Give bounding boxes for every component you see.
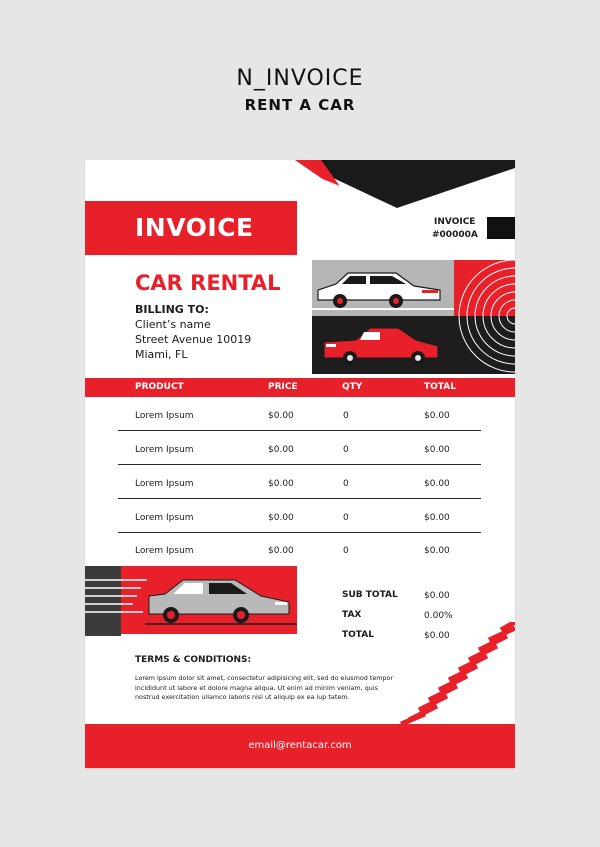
- bottom-car-illustration: [85, 566, 297, 636]
- cell-qty: 0: [343, 479, 349, 489]
- page-title: N_INVOICE: [236, 66, 364, 91]
- cell-total: $0.00: [424, 411, 450, 421]
- total-value: $0.00: [424, 631, 450, 641]
- cell-qty: 0: [343, 411, 349, 421]
- invoice-document: [85, 160, 515, 768]
- footer-email: email@rentacar.com: [248, 740, 352, 751]
- invoice-number-label: INVOICE: [434, 217, 476, 227]
- cell-product: Lorem Ipsum: [135, 479, 194, 489]
- terms-line: incididunt ut labore et dolore magna aliqua. Ut enim ad minim veniam, quis: [135, 683, 378, 692]
- cars-illustration: [312, 260, 515, 374]
- terms-line: Lorem ipsum dolor sit amet, consectetur adipisicing elit, sed do eiusmod tempor: [135, 674, 394, 682]
- cell-total: $0.00: [424, 479, 450, 489]
- invoice-number: #00000A: [432, 230, 478, 240]
- tax-label: TAX: [342, 610, 362, 620]
- billing-heading: BILLING TO:: [135, 303, 209, 316]
- terms-text: [135, 674, 415, 703]
- cell-total: $0.00: [424, 513, 450, 523]
- dark-block: [487, 217, 515, 239]
- cell-product: Lorem Ipsum: [135, 513, 194, 523]
- cell-qty: 0: [343, 546, 349, 556]
- column-header-qty: QTY: [342, 382, 363, 392]
- company-name: CAR RENTAL: [135, 271, 281, 295]
- cell-product: Lorem Ipsum: [135, 445, 194, 455]
- striped-decoration: [397, 622, 515, 724]
- billing-client-name: Client’s name: [135, 318, 211, 331]
- billing-city: Miami, FL: [135, 348, 188, 361]
- column-header-product: PRODUCT: [135, 382, 184, 392]
- row-divider: [118, 498, 481, 499]
- cell-total: $0.00: [424, 546, 450, 556]
- cell-product: Lorem Ipsum: [135, 411, 194, 421]
- total-label: TOTAL: [342, 630, 374, 640]
- row-divider: [118, 464, 481, 465]
- cell-qty: 0: [343, 513, 349, 523]
- row-divider: [118, 430, 481, 431]
- cell-qty: 0: [343, 445, 349, 455]
- cell-price: $0.00: [268, 411, 294, 421]
- page-subtitle: RENT A CAR: [244, 96, 356, 114]
- tax-value: 0.00%: [424, 611, 453, 621]
- invoice-heading: INVOICE: [135, 213, 254, 242]
- billing-street: Street Avenue 10019: [135, 333, 252, 346]
- cell-price: $0.00: [268, 445, 294, 455]
- subtotal-label: SUB TOTAL: [342, 590, 398, 600]
- terms-heading: TERMS & CONDITIONS:: [135, 655, 252, 665]
- cell-price: $0.00: [268, 546, 294, 556]
- cell-total: $0.00: [424, 445, 450, 455]
- column-header-price: PRICE: [268, 382, 298, 392]
- terms-line: nostrud exercitation ullamco laboris nisi ut aliquip ex ea lup tatem.: [135, 693, 350, 701]
- cell-price: $0.00: [268, 479, 294, 489]
- cell-product: Lorem Ipsum: [135, 546, 194, 556]
- row-divider: [118, 532, 481, 533]
- cell-price: $0.00: [268, 513, 294, 523]
- column-header-total: TOTAL: [424, 382, 456, 392]
- subtotal-value: $0.00: [424, 591, 450, 601]
